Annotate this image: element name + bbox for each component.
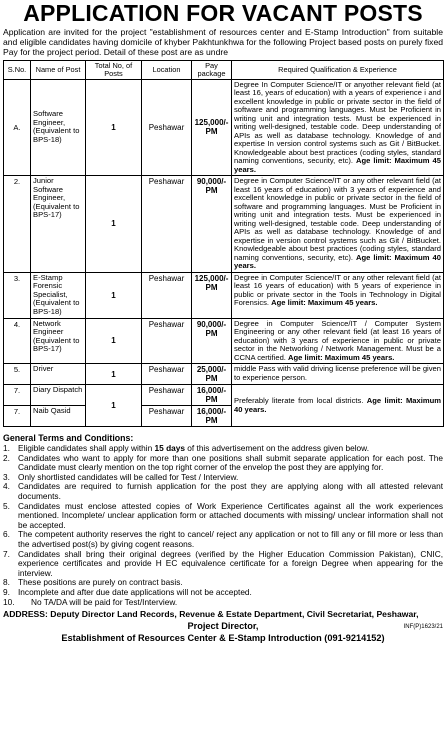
row-qualification [232,272,444,318]
row-pay: 16,000/- PM [192,385,232,406]
row-location: Peshawar [142,272,192,318]
item-number: 9. [3,586,10,597]
header-qualification: Required Qualification & Experience [232,60,444,79]
row-post: Driver [31,364,86,385]
row-num-posts: 1 [86,318,142,364]
item-number: 5. [3,500,10,511]
row-num-posts: 1 [86,272,142,318]
intro-paragraph: Application are invited for the project "establishment of resources center and E-Stamp Introduction" from suitable and eligible candidates having domicile of khyber Pakhtunkhwa for the following Project based posts on purely fixed Pay for the project period. Detail of these post are as undre [3,27,443,58]
table-row [4,272,444,318]
row-sno: A. [4,79,31,176]
row-post: Junior Software Engineer, (Equivalent to BPS-17) [31,176,86,273]
item-number: 2. [3,452,10,463]
terms-heading: General Terms and Conditions: [3,433,134,444]
age-limit: Age limit: Maximum 45 years. [271,298,378,308]
row-sno: 7. [4,406,31,427]
table-row [4,318,444,364]
header-total-posts: Total No, of Posts [86,60,142,79]
list-item [3,530,443,549]
table-row [4,79,444,176]
item-text: Incomplete and after due date applications will not be accepted. [18,586,252,597]
qualification-text: Degree In Computer Science/IT or anyother relevant field (at least 16, years of education) with a years of experience i and excellent knowledge in public or private sector in the field of software and programming languages. Must be Proficient in writing unit and integration tests. Must be experienced in writing well-designed, testable code. Deep understanding of APIs as well as database technology. Knowledge of and expertise In version control systems such as Git / BitBucket. Knowledgeable about best practices (coding styles, standard naming conventions, security, etc). [234,79,441,166]
reference-number: INF(P)1623/21 [403,624,443,631]
qualification-text: Degree in Computer Science/IT or any other relevant field (at least 16 years of education) with 5 years of experience in public or private sector in the Tools in Technology in Digital Forensics. [234,272,441,308]
row-post: Naib Qasid [31,406,86,427]
item-text: Candidates must enclose attested copies of Work Experience Certificates against all the work experiences mentioned. Incomplete/ unclear application form or attached documents with missing/ unclear information shall not be accepted. [18,500,443,530]
terms-list [3,444,443,607]
row-pay: 125,000/- PM [192,79,232,176]
age-limit: Age limit: Maximum 45 years. [288,352,395,362]
row-qualification [232,79,444,176]
row-sno: 4. [4,318,31,364]
list-item [3,454,443,473]
item-text: The competent authority reserves the right to cancel/ reject any application or not to fill any or fill more or less than the advertised post(s) by giving cogent reasons. [18,529,443,550]
age-limit: Age limit: Maximum 45 years. [234,156,441,174]
row-qualification [232,176,444,273]
list-item [3,482,443,501]
item-text: Candidates are required to furnish application for the post they are applying along with all attested relevant documents. [18,481,443,502]
list-item [3,598,443,608]
item-number: 8. [3,577,10,588]
row-pay: 25,000/- PM [192,364,232,385]
row-sno: 2. [4,176,31,273]
row-location: Peshawar [142,364,192,385]
item-text: No TA/DA will be paid for Test/Interview. [31,596,178,607]
row-location: Peshawar [142,385,192,406]
header-location: Location [142,60,192,79]
row-post: E-Stamp Forensic Specialist, (Equivalent to BPS-18) [31,272,86,318]
list-item [3,502,443,531]
posts-table [3,60,444,427]
age-limit: Age limit: Maximum 40 years. [234,252,441,271]
row-qualification [232,318,444,364]
row-pay: 125,000/- PM [192,272,232,318]
header-sno: S.No. [4,60,31,79]
page-title: APPLICATION FOR VACANT POSTS [23,0,423,26]
row-qualification [232,385,444,427]
item-text: Candidates who want to apply for more than one positions shall submit separate application for each post. The Candidate must clearly mention on the top right corner of the envelop the post they are applying for. [18,452,443,473]
row-location: Peshawar [142,176,192,273]
item-text: Only shortlisted candidates will be called for Test / Interview. [18,471,239,482]
table-row [4,176,444,273]
row-location: Peshawar [142,318,192,364]
row-qualification: middle Pass with valid driving license preference will be given to experience person. [232,364,444,385]
header-pay: Pay package [192,60,232,79]
item-number: 10. [3,596,15,607]
row-num-posts: 1 [86,79,142,176]
row-post: Diary Dispatch [31,385,86,406]
signature-title: Project Director, [187,621,259,632]
advertisement-page [3,0,443,644]
row-post: Network Engineer (Equivalent to BPS-17) [31,318,86,364]
table-row [4,364,444,385]
row-sno: 3. [4,272,31,318]
item-number: 6. [3,529,10,540]
item-text: Eligible candidates shall apply within [18,443,155,454]
item-number: 7. [3,548,10,559]
row-num-posts: 1 [86,385,142,427]
item-number: 1. [3,443,10,454]
row-pay: 90,000/- PM [192,176,232,273]
row-pay: 16,000/- PM [192,406,232,427]
table-header-row [4,60,444,79]
item-number: 3. [3,471,10,482]
table-row [4,385,444,406]
item-text: Candidates shall bring their original degrees (verified by the Higher Education Commission Pakistan), CNIC, experience certificates and provide H EC equivalence certificate for a foreign Degree when appearing for the interview. [18,548,443,578]
qualification-text: Degree in Computer Science/IT or any other relevant field (at least 16 years of education) with 3 years of experience and excellent knowledge in public or private sector in the field of software and programming languages. Must be Proficient in writing unit and integration tests. Must be experienced in writing well-designed, testable code. Deep understanding of APIs as well as database technology. Knowledge of and expertise in version control systems such as Git / BitBucket. Knowledgeable about best practices (coding styles, standard naming conventions, security, etc). [234,176,441,262]
list-item [3,550,443,579]
row-num-posts: 1 [86,364,142,385]
row-sno: 5. [4,364,31,385]
row-post: Software Engineer, (Equivalent to BPS-18) [31,79,86,176]
signature-organization: Establishment of Resources Center & E-Stamp Introduction (091-9214152) [61,633,385,644]
item-number: 4. [3,481,10,492]
row-num-posts: 1 [86,176,142,273]
item-text: of this advertisement on the address given below. [184,443,370,454]
header-post: Name of Post [31,60,86,79]
address-line: ADDRESS: Deputy Director Land Records, Revenue & Estate Department, Civil Secretariat, Peshawar, [3,609,419,620]
row-pay: 90,000/- PM [192,318,232,364]
row-location: Peshawar [142,79,192,176]
signature-block [3,620,443,644]
age-limit: Age limit: Maximum 40 years. [234,396,441,414]
qualification-text: Degree in Computer Science/IT / Computer System Engineering or any other relevant field (at least 16 years of education) with 3 years of experience in public or private sector in the Networking / Network Management. Must be a CCNA certified. [234,318,441,362]
row-location: Peshawar [142,406,192,427]
item-bold-text: 15 days [154,443,185,454]
item-text: These positions are purely on contract basis. [18,577,183,588]
row-sno: 7. [4,385,31,406]
qualification-text: Preferably literate from local districts. [234,396,364,406]
